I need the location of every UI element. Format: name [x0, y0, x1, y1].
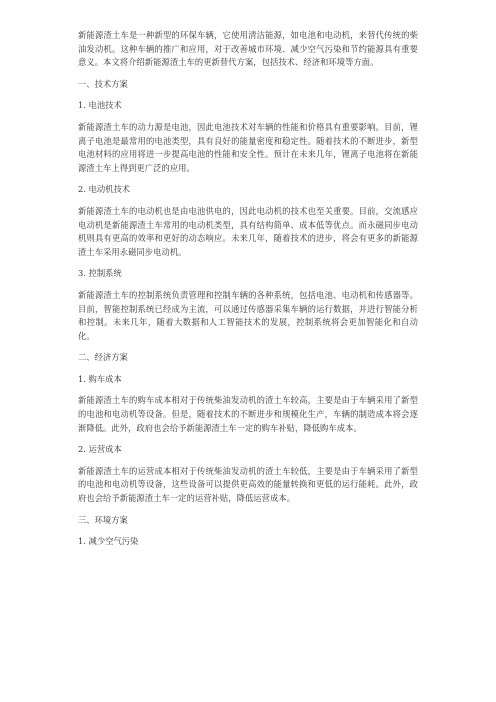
paragraph-purchase-cost: 新能源渣土车的购车成本相对于传统柴油发动机的渣土车较高，主要是由于车辆采用了新型的电池和电动机等设备。但是，随着技术的不断进步和规模化生产，车辆的制造成本将会逐渐降低。此外，政府也会给予新能源渣土车一定的购车补贴，降低购车成本。 — [78, 395, 418, 433]
subheading-control: 3. 控制系统 — [78, 268, 122, 279]
paragraph-operating-cost: 新能源渣土车的运营成本相对于传统柴油发动机的渣土车较低，主要是由于车辆采用了新型的电池和电动机等设备，这些设备可以提供更高效的能量转换和更低的运行能耗。此外，政府也会给予新能源渣土车一定的运营补贴，降低运营成本。 — [78, 465, 418, 504]
subheading-purchase-cost: 1. 购车成本 — [78, 373, 122, 384]
subheading-battery: 1. 电池技术 — [78, 100, 122, 111]
intro-paragraph: 新能源渣土车是一种新型的环保车辆，它使用清洁能源，如电池和电动机，来替代传统的柴油发动机。这种车辆的推广和应用，对于改善城市环境、减少空气污染和节约能源具有重要意义。本文将介绍新能源渣土车的更新替代方案，包括技术、经济和环境等方面。 — [78, 30, 418, 68]
document-body — [78, 29, 418, 557]
section-heading-environment: 三、环境方案 — [78, 514, 128, 525]
section-heading-economic: 二、经济方案 — [78, 352, 128, 363]
paragraph-battery: 新能源渣土车的动力源是电池，因此电池技术对车辆的性能和价格具有重要影响。目前，锂离子电池是最常用的电池类型，具有良好的能量密度和稳定性。随着技术的不断进步，新型电池材料的应用将进一步提高电池的性能和安全性。预计在未来几年，锂离子电池将在新能源渣土车上得到更广泛的应用。 — [78, 121, 418, 173]
paragraph-control: 新能源渣土车的控制系统负责管理和控制车辆的各种系统，包括电池、电动机和传感器等。目前，智能控制系统已经成为主流，可以通过传感器采集车辆的运行数据，并进行智能分析和控制。未来几年，随着大数据和人工智能技术的发展，控制系统将会更加智能化和自动化。 — [78, 289, 418, 341]
subheading-air-pollution: 1. 减少空气污染 — [78, 536, 139, 547]
subheading-operating-cost: 2. 运营成本 — [78, 444, 122, 455]
section-heading-technical: 一、技术方案 — [78, 78, 128, 89]
paragraph-motor: 新能源渣土车的电动机也是由电池供电的，因此电动机的技术也至关重要。目前，交流感应电动机是新能源渣土车常用的电动机类型，具有结构简单、成本低等优点。而永磁同步电动机则具有更高的效率和更好的动态响应。未来几年，随着技术的进步，将会有更多的新能源渣土车采用永磁同步电动机。 — [78, 205, 418, 257]
subheading-motor: 2. 电动机技术 — [78, 184, 131, 195]
